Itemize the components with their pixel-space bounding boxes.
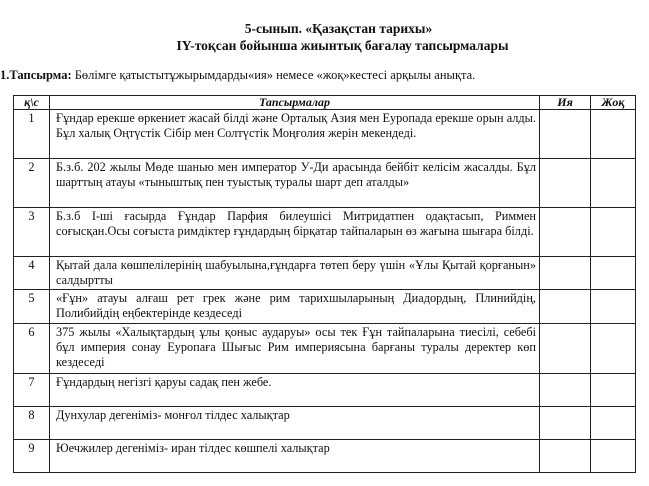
answer-yes-cell[interactable] [540,257,591,290]
answer-no-cell[interactable] [591,440,636,473]
answer-yes-cell[interactable] [540,440,591,473]
row-statement: Б.з.б. 202 жылы Мөде шанью мен император У-Ди арасында бейбіт келісім жасалды. Бұл шарттың атауы «тыныштық пен туыстық туралы шарт деп аталды» [50,159,540,208]
table-row [14,208,636,257]
table-row [14,440,636,473]
answer-no-cell[interactable] [591,374,636,407]
row-statement: 375 жылы «Халықтардың ұлы қоныс аударуы» осы тек Ғұн тайпаларына тиесілі, себебі бұл империя сонау Еуропаға Шығыс Рим империясына барғаны туралы деректер көп кездеседі [50,324,540,374]
row-statement: Ғұндар ерекше өркениет жасай білді және Орталық Азия мен Еуропада ерекше орын алды. Бұл халық Оңтүстік Сібір мен Солтүстік Моңғолия жерін мекендеді. [50,110,540,159]
table-row [14,407,636,440]
assessment-table [13,95,636,473]
table-header-row [14,96,636,110]
row-number: 4 [14,257,50,290]
answer-no-cell[interactable] [591,324,636,374]
task-instruction [0,67,475,83]
row-statement: «Ғұн» атауы алғаш рет грек және рим тарихшыларының Диадордың, Плинийдің, Полибийдің еңбектерінде кездеседі [50,290,540,324]
answer-yes-cell[interactable] [540,208,591,257]
row-statement: Юечжилер дегеніміз- иран тілдес көшпелі халықтар [50,440,540,473]
row-number: 6 [14,324,50,374]
table-row [14,324,636,374]
row-statement: Б.з.б І-ші ғасырда Ғұндар Парфия билеушісі Митридатпен одақтасып, Риммен соғысқан.Осы соғыста римдіктер ғұндардың бірқатар тайпаларын өз жағына шығара білді. [50,208,540,257]
answer-no-cell[interactable] [591,159,636,208]
document-title: 5-сынып. «Қазақстан тарихы» [244,21,433,36]
answer-yes-cell[interactable] [540,159,591,208]
row-number: 5 [14,290,50,324]
row-number: 8 [14,407,50,440]
header-num: қ\с [14,96,50,110]
row-number: 7 [14,374,50,407]
row-number: 2 [14,159,50,208]
row-number: 3 [14,208,50,257]
table-row [14,159,636,208]
answer-no-cell[interactable] [591,407,636,440]
row-statement: Қытай дала көшпелілерінің шабуылына,ғұндарға төтеп беру үшін «Ұлы Қытай қорғанын» салдыртты [50,257,540,290]
table-row [14,374,636,407]
answer-no-cell[interactable] [591,290,636,324]
task-text: Бөлімге қатыстытұжырымдарды«ия» немесе «жоқ»кестесі арқылы анықта. [74,68,476,82]
document-subtitle: IY-тоқсан бойынша жиынтық бағалау тапсырмалары [176,38,509,53]
table-row [14,110,636,159]
answer-yes-cell[interactable] [540,374,591,407]
row-statement: Дунхулар дегеніміз- монғол тілдес халықтар [50,407,540,440]
table-row [14,257,636,290]
row-number: 9 [14,440,50,473]
table-row [14,290,636,324]
header-tasks: Тапсырмалар [50,96,540,110]
answer-yes-cell[interactable] [540,110,591,159]
answer-no-cell[interactable] [591,110,636,159]
header-yes: Ия [540,96,591,110]
answer-no-cell[interactable] [591,208,636,257]
header-no: Жоқ [591,96,636,110]
row-number: 1 [14,110,50,159]
task-label: 1.Тапсырма: [0,68,72,82]
answer-yes-cell[interactable] [540,407,591,440]
row-statement: Ғұндардың негізгі қаруы садақ пен жебе. [50,374,540,407]
answer-no-cell[interactable] [591,257,636,290]
answer-yes-cell[interactable] [540,290,591,324]
answer-yes-cell[interactable] [540,324,591,374]
